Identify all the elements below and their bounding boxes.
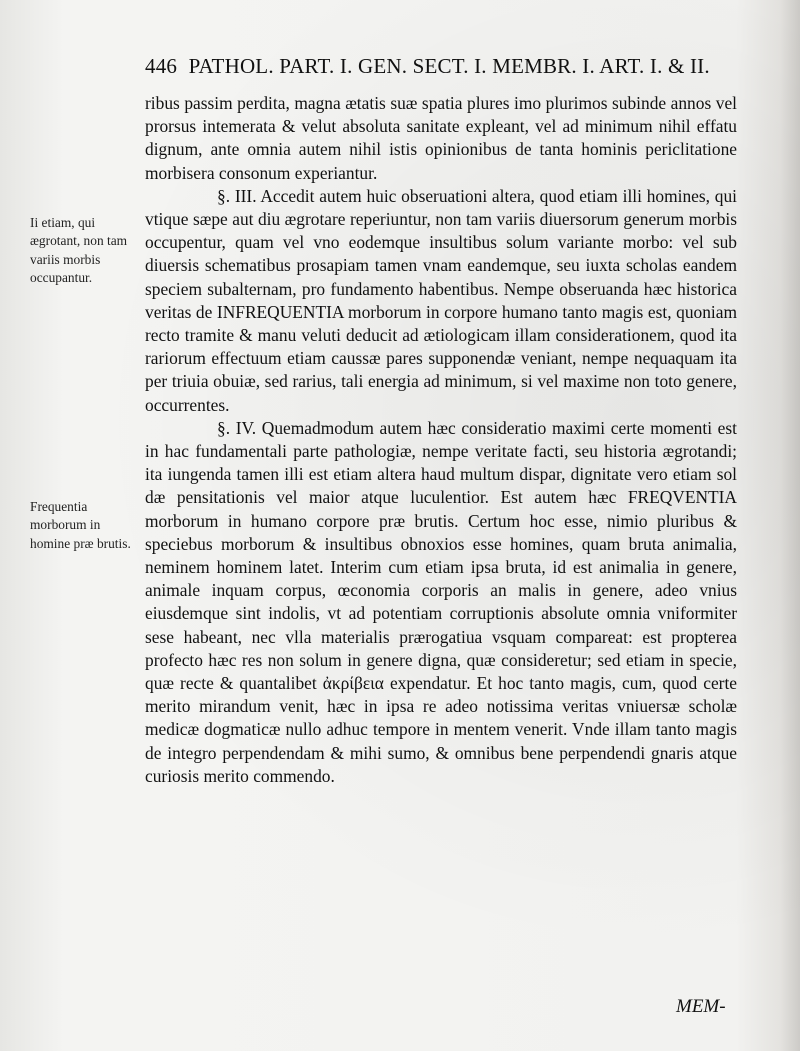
paragraph-section-4: §. IV. Quemadmodum autem hæc consideratio maximi certe momenti est in hac fundamentali parte pathologiæ, nempe veritate facti, seu historia ægrotandi; ita iungenda tamen illi est etiam altera haud multum dispar, dignitate vero etiam sol dæ pensitationis vel maior atque luculentior. Est autem hæc FREQVENTIA morborum in humano corpore præ brutis. Certum hoc esse, nimio pluribus & speciebus morborum & insultibus obnoxios esse homines, quam bruta animalia, neminem hominem latet. Interim cum etiam ipsa bruta, id est animalia in genere, animale inquam corpus, œconomia corporis an malis in genere, adeo vnius eiusdemque sint indolis, vt ad potentiam corruptionis absolute omnia vniformiter sese habeant, nec vlla materialis prærogatiua vsquam compareat: est propterea profecto hæc res non solum in genere digna, quæ consideretur; sed etiam in specie, quæ recte & quantalibet ἀκρίβεια expendatur. Et hoc tanto magis, cum, quod certe merito mirandum venit, hæc in ipsa re adeo notissima veritas vniuersæ scholæ medicæ dogmaticæ nullo adhuc tempore in mentem venerit. Vnde illam tanto magis de integro perpendendam & mihi sumo, & omnibus bene perpendendi gnaris atque curiosis merito commendo. [145,417,737,786]
running-title: PATHOL. PART. I. GEN. SECT. I. MEMBR. I. ART. I. & II. [188,54,710,78]
paragraph-section-3: §. III. Accedit autem huic obseruationi altera, quod etiam illi homines, qui vtique sæpe aut diu ægrotare reperiuntur, non tam variis diuersorum generum morbis occupentur, quam vel vno eodemque insultibus solum variante morbo: vel sub diuersis schematibus prosapiam tamen vnam eandemque, seu iuxta scholas eandem speciem subalternam, pro fundamento habentibus. Nempe obseruanda hæc historica veritas de INFREQUENTIA morborum in corpore humano tanto magis est, quoniam recto tramite & manu veluti deducit ad ætiologicam illam considerationem, quod ita rariorum effectuum etiam caussæ pares supponendæ veniant, nempe nequaquam ita per triuia obuiæ, sed rarius, tali energia ad minimum, si vel maxime non toto genere, occurrentes. [145,185,737,415]
main-text [145,92,737,788]
page-number: 446 [145,54,178,78]
catchword: MEM- [676,996,726,1017]
margin-note: Ii etiam, qui ægrotant, non tam variis morbis occupantur. [30,215,128,286]
margin-note: Frequentia morborum in homine præ brutis. [30,499,131,551]
page-edge-shadow [780,0,800,1051]
paragraph-continuation: ribus passim perdita, magna ætatis suæ spatia plures imo plurimos subinde annos vel prorsus intemerata & velut absoluta sanitate expleant, vel ad minimum nihil effatu dignum, ante omnia autem nihil istis opinionibus de tanta hominis periclitatione morbisera consonum experiantur. [145,93,737,183]
running-header [145,54,735,79]
